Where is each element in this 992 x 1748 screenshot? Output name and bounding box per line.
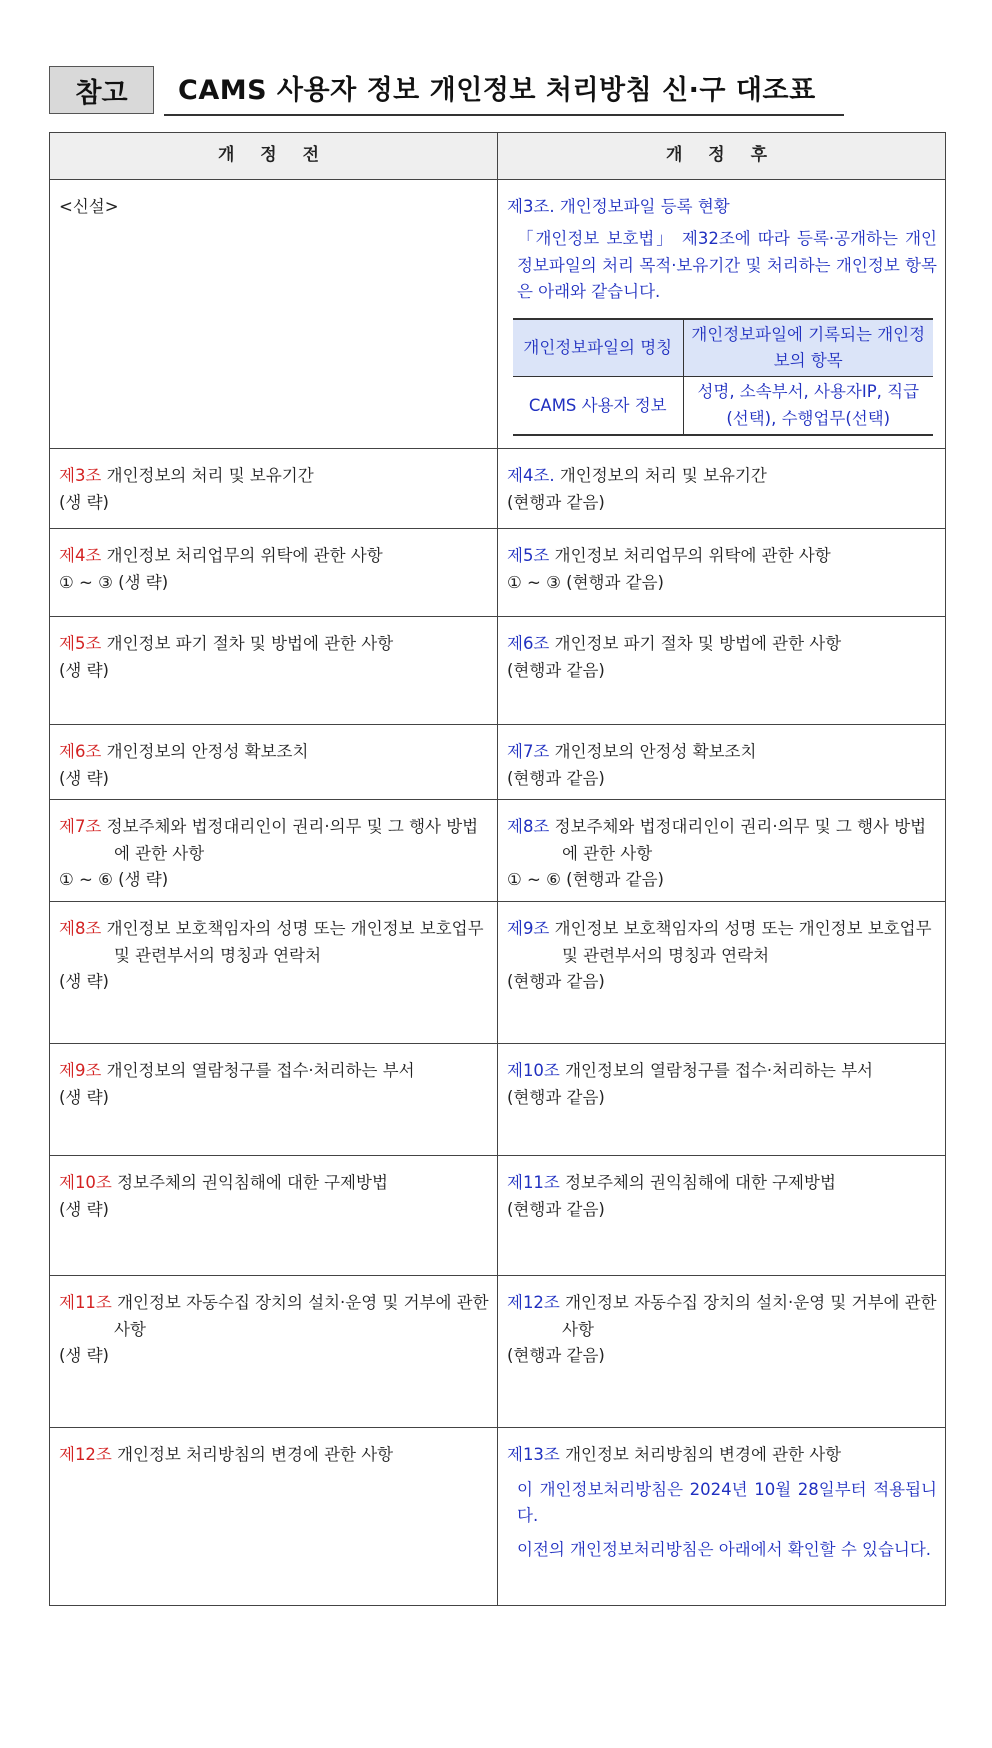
article-title: 개인정보 처리방침의 변경에 관한 사항 — [559, 1445, 842, 1465]
effective-date-note: 이 개인정보처리방침은 2024년 10월 28일부터 적용됩니다. — [517, 1479, 937, 1525]
registration-header-row — [513, 319, 933, 377]
cell-after — [498, 529, 946, 617]
article-note: (현행과 같음) — [507, 492, 605, 512]
cell-before — [50, 800, 498, 902]
registration-header-name: 개인정보파일의 명칭 — [513, 319, 683, 377]
table-row — [50, 449, 946, 529]
cell-after — [498, 902, 946, 1044]
article-note: ① ~ ③ (생 략) — [59, 572, 169, 592]
cell-after — [498, 1428, 946, 1606]
table-row — [50, 725, 946, 800]
article-note: (현행과 같음) — [507, 971, 605, 991]
article-title: 개인정보 처리업무의 위탁에 관한 사항 — [549, 546, 831, 566]
article-number: 제8조 — [507, 817, 550, 837]
comparison-table — [49, 132, 946, 1606]
cell-after — [498, 180, 946, 449]
article-note: (생 략) — [59, 971, 109, 991]
article-number: 제7조 — [507, 742, 550, 762]
article-note: (현행과 같음) — [507, 1199, 605, 1219]
article-note: (생 략) — [59, 1345, 109, 1365]
cell-after — [498, 449, 946, 529]
title-underline — [164, 114, 844, 116]
column-header-before: 개 정 전 — [50, 133, 498, 180]
article-title: 개인정보의 열람청구를 접수·처리하는 부서 — [101, 1061, 415, 1081]
article-number: 제11조 — [59, 1293, 112, 1313]
cell-after — [498, 1044, 946, 1156]
table-row — [50, 1428, 946, 1606]
article-title: 개인정보 자동수집 장치의 설치·운영 및 거부에 관한 사항 — [111, 1293, 489, 1339]
page-title: CAMS 사용자 정보 개인정보 처리방침 신·구 대조표 — [178, 75, 816, 106]
article-title: 개인정보의 안정성 확보조치 — [101, 742, 309, 762]
registration-header-items: 개인정보파일에 기록되는 개인정보의 항목 — [683, 319, 933, 377]
table-row — [50, 1044, 946, 1156]
article-number: 제9조 — [59, 1061, 102, 1081]
article-note: (생 략) — [59, 1087, 109, 1107]
previous-policy-note: 이전의 개인정보처리방침은 아래에서 확인할 수 있습니다. — [517, 1540, 932, 1560]
article-title: 개인정보 자동수집 장치의 설치·운영 및 거부에 관한 사항 — [559, 1293, 937, 1339]
article-number: 제8조 — [59, 919, 102, 939]
cell-after — [498, 1276, 946, 1428]
article-title: 정보주체의 권익침해에 대한 구제방법 — [111, 1173, 388, 1193]
article-title: 개인정보의 안정성 확보조치 — [549, 742, 757, 762]
article-number: 제13조 — [507, 1445, 560, 1465]
cell-after — [498, 1156, 946, 1276]
article-title: 개인정보 처리업무의 위탁에 관한 사항 — [101, 546, 383, 566]
article-title: 개인정보의 처리 및 보유기간 — [554, 466, 767, 486]
article-note: (생 략) — [59, 660, 109, 680]
article-note: (현행과 같음) — [507, 768, 605, 788]
article-heading: 제3조. 개인정보파일 등록 현황 — [507, 197, 730, 216]
article-note: ① ~ ⑥ (생 략) — [59, 869, 169, 889]
article-note: (생 략) — [59, 492, 109, 512]
article-number: 제12조 — [59, 1445, 112, 1465]
cell-after — [498, 617, 946, 725]
article-title: 개인정보 파기 절차 및 방법에 관한 사항 — [549, 634, 842, 654]
cell-before — [50, 1276, 498, 1428]
article-note: (현행과 같음) — [507, 1345, 605, 1365]
registration-table — [513, 318, 933, 437]
registration-file-name: CAMS 사용자 정보 — [513, 377, 683, 435]
article-note: ① ~ ⑥ (현행과 같음) — [507, 869, 664, 889]
article-title: 개인정보 보호책임자의 성명 또는 개인정보 보호업무 및 관련부서의 명칭과 연락처 — [101, 919, 484, 965]
table-row — [50, 1156, 946, 1276]
article-number: 제4조. — [507, 466, 555, 486]
article-note: (현행과 같음) — [507, 1087, 605, 1107]
article-title: 정보주체와 법정대리인이 권리·의무 및 그 행사 방법에 관한 사항 — [101, 817, 479, 863]
cell-before — [50, 902, 498, 1044]
cell-after — [498, 800, 946, 902]
article-number: 제5조 — [507, 546, 550, 566]
table-header-row — [50, 133, 946, 180]
article-number: 제10조 — [507, 1061, 560, 1081]
article-title: 정보주체와 법정대리인이 권리·의무 및 그 행사 방법에 관한 사항 — [549, 817, 927, 863]
table-row — [50, 902, 946, 1044]
article-number: 제5조 — [59, 634, 102, 654]
article-number: 제3조 — [59, 466, 102, 486]
cell-before — [50, 725, 498, 800]
article-number: 제7조 — [59, 817, 102, 837]
table-row — [50, 800, 946, 902]
article-title: 개인정보 파기 절차 및 방법에 관한 사항 — [101, 634, 394, 654]
article-title: 개인정보 처리방침의 변경에 관한 사항 — [111, 1445, 394, 1465]
article-note: (현행과 같음) — [507, 660, 605, 680]
cell-before — [50, 1428, 498, 1606]
article-number: 제11조 — [507, 1173, 560, 1193]
cell-before — [50, 1044, 498, 1156]
table-row — [50, 617, 946, 725]
cell-before — [50, 617, 498, 725]
registration-items: 성명, 소속부서, 사용자IP, 직급(선택), 수행업무(선택) — [683, 377, 933, 435]
reference-badge: 참고 — [49, 66, 154, 114]
table-row — [50, 180, 946, 449]
table-row — [50, 1276, 946, 1428]
article-note: (생 략) — [59, 1199, 109, 1219]
registration-row — [513, 377, 933, 435]
article-title: 정보주체의 권익침해에 대한 구제방법 — [559, 1173, 836, 1193]
article-title: 개인정보의 처리 및 보유기간 — [101, 466, 314, 486]
cell-before — [50, 529, 498, 617]
cell-before — [50, 180, 498, 449]
column-header-after: 개 정 후 — [498, 133, 946, 180]
new-marker: <신설> — [59, 197, 119, 216]
article-note: ① ~ ③ (현행과 같음) — [507, 572, 664, 592]
article-note: (생 략) — [59, 768, 109, 788]
article-text: 「개인정보 보호법」 제32조에 따라 등록·공개하는 개인정보파일의 처리 목적·보유기간 및 처리하는 개인정보 항목은 아래와 같습니다. — [517, 229, 937, 302]
cell-before — [50, 449, 498, 529]
article-number: 제4조 — [59, 546, 102, 566]
article-number: 제6조 — [59, 742, 102, 762]
cell-before — [50, 1156, 498, 1276]
article-number: 제10조 — [59, 1173, 112, 1193]
article-number: 제6조 — [507, 634, 550, 654]
article-number: 제12조 — [507, 1293, 560, 1313]
article-number: 제9조 — [507, 919, 550, 939]
table-row — [50, 529, 946, 617]
article-title: 개인정보의 열람청구를 접수·처리하는 부서 — [559, 1061, 874, 1081]
cell-after — [498, 725, 946, 800]
article-title: 개인정보 보호책임자의 성명 또는 개인정보 보호업무 및 관련부서의 명칭과 연락처 — [549, 919, 932, 965]
